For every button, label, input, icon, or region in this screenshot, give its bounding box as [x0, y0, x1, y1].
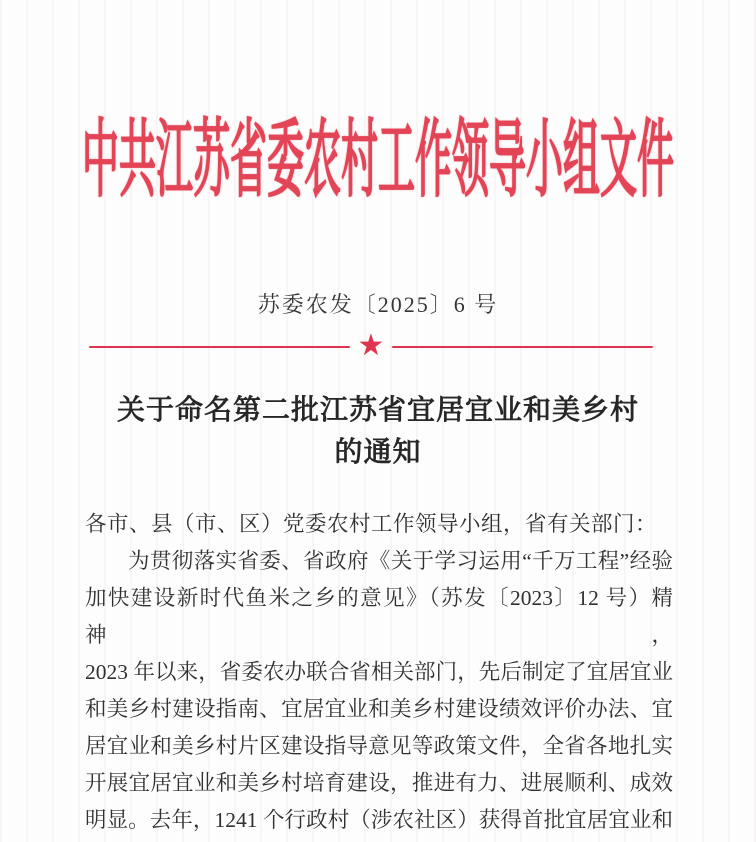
salutation-line: 各市、县（市、区）党委农村工作领导小组，省有关部门：: [85, 512, 658, 536]
paragraph-line: 明显。去年，1241 个行政村（涉农社区）获得首批宜居宜业和: [85, 808, 673, 832]
paragraph-line: 加快建设新时代鱼米之乡的意见》（苏发〔2023〕12 号）精神，: [85, 586, 673, 647]
document-title-line2: 的通知: [334, 437, 422, 468]
document-title-line1: 关于命名第二批江苏省宜居宜业和美乡村: [116, 395, 639, 426]
red-divider-rule: [89, 329, 653, 362]
document-title: [0, 390, 756, 474]
paragraph-line: 为贯彻落实省委、省政府《关于学习运用“千万工程”经验: [128, 549, 673, 573]
document-number: 苏委农发〔2025〕6 号: [257, 292, 499, 317]
divider-line-left: [89, 346, 350, 349]
document-body: [85, 506, 673, 839]
issuing-authority-title: 中共江苏省委农村工作领导小组文件: [82, 115, 674, 210]
red-header-banner: [0, 115, 756, 210]
divider-line-right: [392, 346, 653, 349]
paragraph-line: 和美乡村建设指南、宜居宜业和美乡村建设绩效评价办法、宜: [85, 697, 673, 721]
paragraph-line: 2023 年以来，省委农办联合省相关部门，先后制定了宜居宜业: [85, 660, 673, 684]
paragraph-line: 居宜业和美乡村片区建设指导意见等政策文件，全省各地扎实: [85, 734, 673, 758]
paragraph-line: 开展宜居宜业和美乡村培育建设，推进有力、进展顺利、成效: [85, 771, 673, 795]
star-icon: ★: [357, 329, 385, 362]
